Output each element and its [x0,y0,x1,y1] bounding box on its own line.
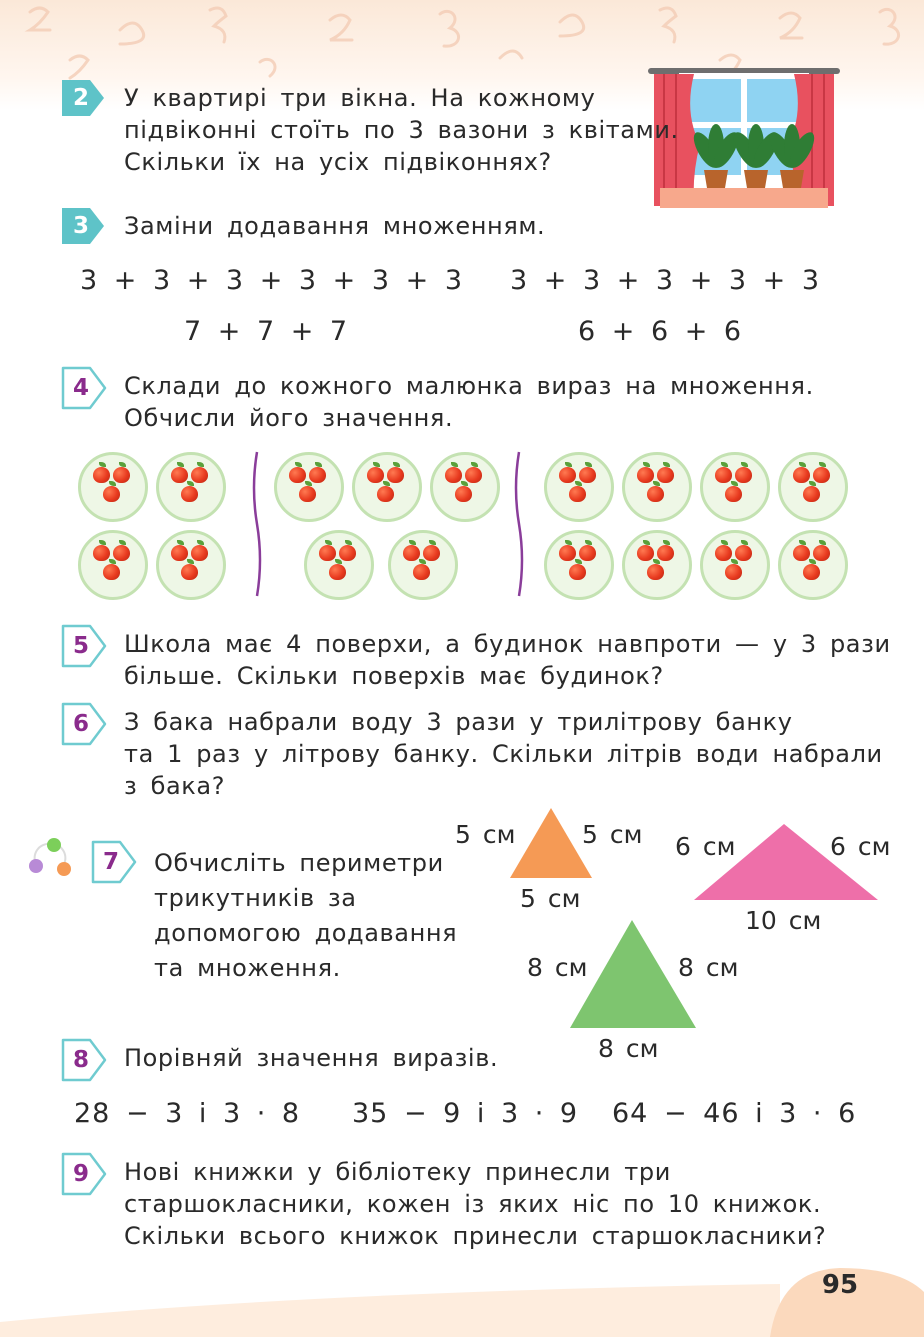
apple-icon [191,467,208,483]
apple-icon [171,545,188,561]
apple-icon [319,545,336,561]
apple-icon [289,467,306,483]
sum-expression: 3 + 3 + 3 + 3 + 3 + 3 [80,265,464,296]
apple-icon [113,467,130,483]
apple-icon [579,467,596,483]
apple-icon [413,564,430,580]
apple-icon [339,545,356,561]
apple-icon [377,486,394,502]
apple-icon [93,545,110,561]
apple-plate [700,452,770,522]
triangle-side-label: 8 см [527,953,588,982]
apple-icon [735,467,752,483]
task-6-number-badge: 6 [60,700,110,744]
apple-icon [465,467,482,483]
apple-icon [803,564,820,580]
apple-plate [544,530,614,600]
task-8-number-badge: 8 [60,1036,110,1080]
bottom-wave-decoration [0,1262,924,1337]
apple-icon [813,467,830,483]
apple-icon [569,486,586,502]
group-divider-line [250,450,264,598]
triangle-side-label: 10 см [745,906,822,935]
task-6-text: З бака набрали воду 3 рази у трилітрову банку та 1 раз у літрову банку. Скільки літрів води набрали з бака? [124,708,883,800]
apple-plate [622,452,692,522]
apple-icon [637,467,654,483]
task-3-number-badge: 3 [60,204,110,248]
apple-icon [387,467,404,483]
apple-icon [579,545,596,561]
apple-plate [544,452,614,522]
apple-plate [78,530,148,600]
group-divider-line [512,450,526,598]
sum-expression: 6 + 6 + 6 [578,316,743,347]
task-3-text: Заміни додавання множенням. [124,212,546,240]
task-8-text: Порівняй значення виразів. [124,1044,499,1072]
apple-plate [274,452,344,522]
apple-icon [403,545,420,561]
apple-icon [113,545,130,561]
compare-expression: 35 − 9 і 3 · 9 [352,1098,579,1129]
apple-icon [813,545,830,561]
apple-plate [78,452,148,522]
apple-icon [93,467,110,483]
apple-plate [700,530,770,600]
apple-plate [778,452,848,522]
apple-icon [103,486,120,502]
triangle-side-label: 5 см [582,820,643,849]
task-7-number-badge: 7 [90,838,140,882]
apple-icon [647,564,664,580]
apple-icon [191,545,208,561]
apple-icon [329,564,346,580]
triangle-side-label: 8 см [598,1034,659,1063]
apple-plate [304,530,374,600]
task-2-number-badge: 2 [60,76,110,120]
apple-icon [181,564,198,580]
apple-icon [715,467,732,483]
apple-icon [735,545,752,561]
page-number: 95 [821,1270,859,1300]
apple-icon [171,467,188,483]
apple-plate [430,452,500,522]
apple-plate [156,530,226,600]
apple-icon [793,467,810,483]
compare-expression: 64 − 46 і 3 · 6 [612,1098,857,1129]
task-9-number-badge: 9 [60,1150,110,1194]
triangle-side-label: 6 см [675,832,736,861]
triangle-side-label: 6 см [830,832,891,861]
apple-icon [725,486,742,502]
triangle-side-label: 5 см [520,884,581,913]
compare-expression: 28 − 3 і 3 · 8 [74,1098,301,1129]
apple-icon [657,545,674,561]
apple-icon [657,467,674,483]
apple-icon [299,486,316,502]
apple-plate [388,530,458,600]
apple-plate [622,530,692,600]
apple-icon [445,467,462,483]
sum-expression: 7 + 7 + 7 [184,316,349,347]
apple-icon [559,545,576,561]
apple-icon [559,467,576,483]
apple-icon [803,486,820,502]
apple-icon [423,545,440,561]
apple-icon [647,486,664,502]
apple-plate [352,452,422,522]
task-9-text: Нові книжки у бібліотеку принесли три старшокласники, кожен із яких ніс по 10 книжок. Скільки всього книжок принесли старшокласники? [124,1158,827,1250]
triangle-side-label: 8 см [678,953,739,982]
task-4-text: Склади до кожного малюнка вираз на множення. Обчисли його значення. [124,372,814,432]
apple-icon [569,564,586,580]
apple-plate [156,452,226,522]
apple-plate [778,530,848,600]
task-7-text: Обчисліть периметри трикутників за допомогою додавання та множення. [154,849,458,982]
group-work-icon [26,836,74,880]
apple-icon [725,564,742,580]
apple-icon [715,545,732,561]
sum-expression: 3 + 3 + 3 + 3 + 3 [510,265,821,296]
apple-icon [309,467,326,483]
task-5-text: Школа має 4 поверхи, а будинок навпроти — у 3 рази більше. Скільки поверхів має будинок? [124,630,891,690]
apple-icon [455,486,472,502]
task-4-number-badge: 4 [60,364,110,408]
task-5-number-badge: 5 [60,622,110,666]
task-2-text: У квартирі три вікна. На кожному підвіконні стоїть по 3 вазони з квітами. Скільки їх на усіх підвіконнях? [124,84,679,176]
apple-icon [103,564,120,580]
apple-icon [793,545,810,561]
apple-icon [637,545,654,561]
triangle-side-label: 5 см [455,820,516,849]
apple-icon [367,467,384,483]
apple-icon [181,486,198,502]
